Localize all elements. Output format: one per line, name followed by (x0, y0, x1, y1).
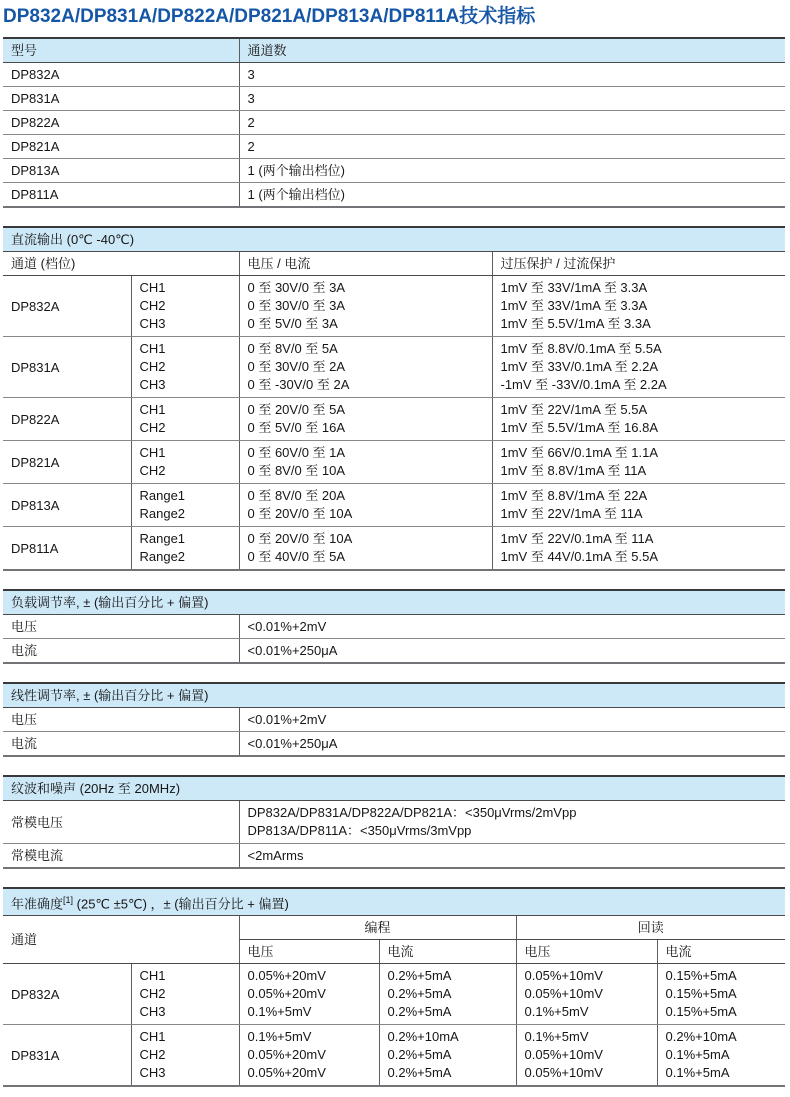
cell-line: Range1 (139, 488, 186, 503)
cell-line: CH2 (139, 1047, 166, 1063)
cell-line: 0.05%+10mV (524, 1047, 603, 1063)
model-cell: DP822A (3, 111, 239, 135)
model-cell: DP832A (3, 964, 131, 1025)
protection-cell (492, 527, 785, 571)
dc-output-section (3, 226, 785, 571)
table-row (3, 87, 785, 111)
spec-value: <2mArms (239, 844, 785, 869)
cell-line: 0.1%+5mV (247, 1029, 312, 1045)
model-cell: DP832A (3, 276, 131, 337)
cell-line: 1mV 至 33V/1mA 至 3.3A (500, 298, 648, 313)
spec-value: <0.01%+250μA (239, 639, 785, 664)
column-header-readback-voltage: 电压 (516, 940, 657, 964)
cell-line: 0.1%+5mV (524, 1004, 589, 1020)
cell-line: 0 至 30V/0 至 3A (247, 298, 346, 313)
channels-cell: 2 (239, 111, 785, 135)
cell-line: 0 至 60V/0 至 1A (247, 445, 346, 460)
cell-line: CH1 (139, 341, 166, 356)
cell-line: CH3 (139, 377, 166, 392)
table-row (3, 276, 785, 337)
spec-label: 电压 (3, 708, 239, 732)
cell-line: CH2 (139, 463, 166, 478)
cell-line: CH1 (139, 280, 166, 295)
annual-accuracy-table (3, 916, 785, 1087)
readback-current-cell (657, 1025, 785, 1087)
model-cell: DP831A (3, 1025, 131, 1087)
voltage-current-cell (239, 527, 492, 571)
program-voltage-cell (239, 964, 379, 1025)
group-header-readback: 回读 (516, 916, 785, 940)
cell-line: 0.2%+5mA (387, 1065, 452, 1081)
program-current-cell (379, 1025, 516, 1087)
readback-current-cell (657, 964, 785, 1025)
load-regulation-section (3, 589, 785, 664)
protection-cell (492, 441, 785, 484)
section-header-dc-output: 直流输出 (0℃ -40℃) (3, 226, 785, 252)
section-header-ripple-noise: 纹波和噪声 (20Hz 至 20MHz) (3, 775, 785, 801)
cell-line: 0.2%+5mA (387, 968, 452, 984)
table-row (3, 398, 785, 441)
cell-line: 0.2%+5mA (387, 1004, 452, 1020)
channel-cell (131, 398, 239, 441)
cell-line: 0 至 20V/0 至 5A (247, 402, 346, 417)
footnote-marker: [1] (63, 895, 74, 905)
cell-line: 0.05%+20mV (247, 1047, 326, 1063)
annual-accuracy-title: 年准确度 (11, 896, 64, 912)
column-header-program-voltage: 电压 (239, 940, 379, 964)
cell-line: 0 至 20V/0 至 10A (247, 506, 353, 521)
cell-line: 0 至 30V/0 至 3A (247, 280, 346, 295)
cell-line: 1mV 至 66V/0.1mA 至 1.1A (500, 445, 659, 460)
table-row (3, 801, 785, 844)
spec-value: <0.01%+2mV (239, 708, 785, 732)
cell-line: 0.15%+5mA (665, 968, 737, 984)
voltage-current-cell (239, 276, 492, 337)
model-cell: DP832A (3, 63, 239, 87)
cell-line: 0.15%+5mA (665, 1004, 737, 1020)
protection-cell (492, 337, 785, 398)
channel-cell (131, 441, 239, 484)
model-cell: DP831A (3, 337, 131, 398)
cell-line: 0 至 5V/0 至 3A (247, 316, 338, 331)
cell-line: 0.05%+20mV (247, 986, 326, 1002)
readback-voltage-cell (516, 964, 657, 1025)
voltage-current-cell (239, 398, 492, 441)
voltage-current-cell (239, 484, 492, 527)
table-row (3, 527, 785, 571)
cell-line: 0 至 20V/0 至 10A (247, 531, 353, 546)
dc-output-column-header-row (3, 252, 785, 276)
spec-value: <0.01%+250μA (239, 732, 785, 757)
model-cell: DP821A (3, 441, 131, 484)
group-header-program: 编程 (239, 916, 516, 940)
annual-accuracy-section (3, 887, 785, 1087)
cell-line: CH3 (139, 1004, 166, 1020)
program-voltage-cell (239, 1025, 379, 1087)
cell-line: 0 至 40V/0 至 5A (247, 549, 346, 564)
column-header-channel: 通道 (档位) (3, 252, 239, 276)
cell-line: CH3 (139, 316, 166, 331)
section-header-line-regulation: 线性调节率, ± (输出百分比 + 偏置) (3, 682, 785, 708)
channel-cell (131, 276, 239, 337)
model-cell: DP811A (3, 527, 131, 571)
table-row (3, 615, 785, 639)
channel-cell (131, 527, 239, 571)
cell-line: 0 至 8V/0 至 5A (247, 341, 338, 356)
model-table-header-row (3, 38, 785, 63)
channel-cell (131, 484, 239, 527)
cell-line: 0 至 8V/0 至 20A (247, 488, 346, 503)
table-row (3, 183, 785, 208)
protection-cell (492, 398, 785, 441)
cell-line: 0.2%+10mA (387, 1029, 459, 1045)
section-header-load-regulation: 负载调节率, ± (输出百分比 + 偏置) (3, 589, 785, 615)
cell-line: 0.1%+5mA (665, 1047, 730, 1063)
cell-line: DP813A/DP811A：<350μVrms/3mVpp (247, 823, 472, 838)
table-row (3, 63, 785, 87)
column-header-channel: 通道 (3, 916, 239, 964)
column-header-model: 型号 (3, 38, 239, 63)
cell-line: 0 至 30V/0 至 2A (247, 359, 346, 374)
cell-line: CH1 (139, 968, 166, 984)
column-header-channels: 通道数 (239, 38, 785, 63)
model-cell: DP821A (3, 135, 239, 159)
cell-line: 1mV 至 8.8V/0.1mA 至 5.5A (500, 341, 662, 356)
table-row (3, 708, 785, 732)
cell-line: 0 至 8V/0 至 10A (247, 463, 346, 478)
page-title: DP832A/DP831A/DP822A/DP821A/DP813A/DP811A技术指标 (3, 6, 536, 27)
table-row (3, 337, 785, 398)
cell-line: 0.05%+20mV (247, 1065, 326, 1081)
column-header-readback-current: 电流 (657, 940, 785, 964)
section-header-annual-accuracy (3, 887, 785, 916)
cell-line: CH2 (139, 298, 166, 313)
ripple-noise-table (3, 801, 785, 869)
voltage-current-cell (239, 337, 492, 398)
spec-label: 电流 (3, 639, 239, 664)
column-header-protection: 过压保护 / 过流保护 (492, 252, 785, 276)
cell-line: Range2 (139, 506, 186, 521)
channels-cell: 1 (两个输出档位) (239, 183, 785, 208)
cell-line: 0.1%+5mA (665, 1065, 730, 1081)
column-header-program-current: 电流 (379, 940, 516, 964)
table-row (3, 484, 785, 527)
table-row (3, 639, 785, 664)
cell-line: 0.2%+5mA (387, 1047, 452, 1063)
cell-line: 1mV 至 22V/1mA 至 11A (500, 506, 643, 521)
channel-cell (131, 1025, 239, 1087)
model-table (3, 37, 785, 208)
cell-line: CH2 (139, 986, 166, 1002)
annual-accuracy-title-conditions: (25℃ ±5℃) ，± (输出百分比 + 偏置) (73, 896, 289, 912)
spec-label: 常模电流 (3, 844, 239, 869)
spec-value: <0.01%+2mV (239, 615, 785, 639)
model-cell: DP813A (3, 159, 239, 183)
cell-line: Range2 (139, 549, 186, 564)
cell-line: 1mV 至 5.5V/1mA 至 3.3A (500, 316, 651, 331)
line-regulation-table (3, 708, 785, 757)
cell-line: 1mV 至 22V/1mA 至 5.5A (500, 402, 648, 417)
table-row (3, 844, 785, 869)
channels-cell: 2 (239, 135, 785, 159)
program-current-cell (379, 964, 516, 1025)
annual-accuracy-group-header-row (3, 916, 785, 940)
model-cell: DP811A (3, 183, 239, 208)
cell-line: 0.2%+10mA (665, 1029, 737, 1045)
cell-line: 1mV 至 5.5V/1mA 至 16.8A (500, 420, 659, 435)
cell-line: 0 至 5V/0 至 16A (247, 420, 346, 435)
ripple-noise-section (3, 775, 785, 869)
channels-cell: 3 (239, 87, 785, 111)
table-row (3, 135, 785, 159)
dc-output-table (3, 252, 785, 571)
cell-line: 1mV 至 8.8V/1mA 至 22A (500, 488, 648, 503)
table-row (3, 1025, 785, 1087)
column-header-voltage-current: 电压 / 电流 (239, 252, 492, 276)
cell-line: 0.1%+5mV (247, 1004, 312, 1020)
cell-line: DP832A/DP831A/DP822A/DP821A：<350μVrms/2mVpp (247, 805, 577, 820)
model-cell: DP822A (3, 398, 131, 441)
cell-line: 0.05%+20mV (247, 968, 326, 984)
table-row (3, 732, 785, 757)
cell-line: CH1 (139, 1029, 166, 1045)
load-regulation-table (3, 615, 785, 664)
channel-cell (131, 964, 239, 1025)
spec-label: 常模电压 (3, 801, 239, 844)
cell-line: 0.15%+5mA (665, 986, 737, 1002)
line-regulation-section (3, 682, 785, 757)
spec-label: 电压 (3, 615, 239, 639)
cell-line: 1mV 至 33V/0.1mA 至 2.2A (500, 359, 659, 374)
channels-cell: 3 (239, 63, 785, 87)
table-row (3, 964, 785, 1025)
spec-label: 电流 (3, 732, 239, 757)
cell-line: CH2 (139, 359, 166, 374)
cell-line: Range1 (139, 531, 186, 546)
cell-line: 0.05%+10mV (524, 986, 603, 1002)
spec-value (239, 801, 785, 844)
cell-line: -1mV 至 -33V/0.1mA 至 2.2A (500, 377, 667, 392)
table-row (3, 159, 785, 183)
cell-line: 1mV 至 8.8V/1mA 至 11A (500, 463, 647, 478)
model-cell: DP831A (3, 87, 239, 111)
cell-line: CH1 (139, 402, 166, 417)
cell-line: 0.05%+10mV (524, 1065, 603, 1081)
channel-cell (131, 337, 239, 398)
cell-line: 1mV 至 44V/0.1mA 至 5.5A (500, 549, 659, 564)
cell-line: 0.2%+5mA (387, 986, 452, 1002)
cell-line: 0.1%+5mV (524, 1029, 589, 1045)
model-cell: DP813A (3, 484, 131, 527)
voltage-current-cell (239, 441, 492, 484)
cell-line: 0.05%+10mV (524, 968, 603, 984)
cell-line: CH3 (139, 1065, 166, 1081)
cell-line: 1mV 至 22V/0.1mA 至 11A (500, 531, 654, 546)
protection-cell (492, 484, 785, 527)
readback-voltage-cell (516, 1025, 657, 1087)
cell-line: CH1 (139, 445, 166, 460)
cell-line: CH2 (139, 420, 166, 435)
channels-cell: 1 (两个输出档位) (239, 159, 785, 183)
cell-line: 1mV 至 33V/1mA 至 3.3A (500, 280, 648, 295)
cell-line: 0 至 -30V/0 至 2A (247, 377, 350, 392)
table-row (3, 111, 785, 135)
table-row (3, 441, 785, 484)
protection-cell (492, 276, 785, 337)
